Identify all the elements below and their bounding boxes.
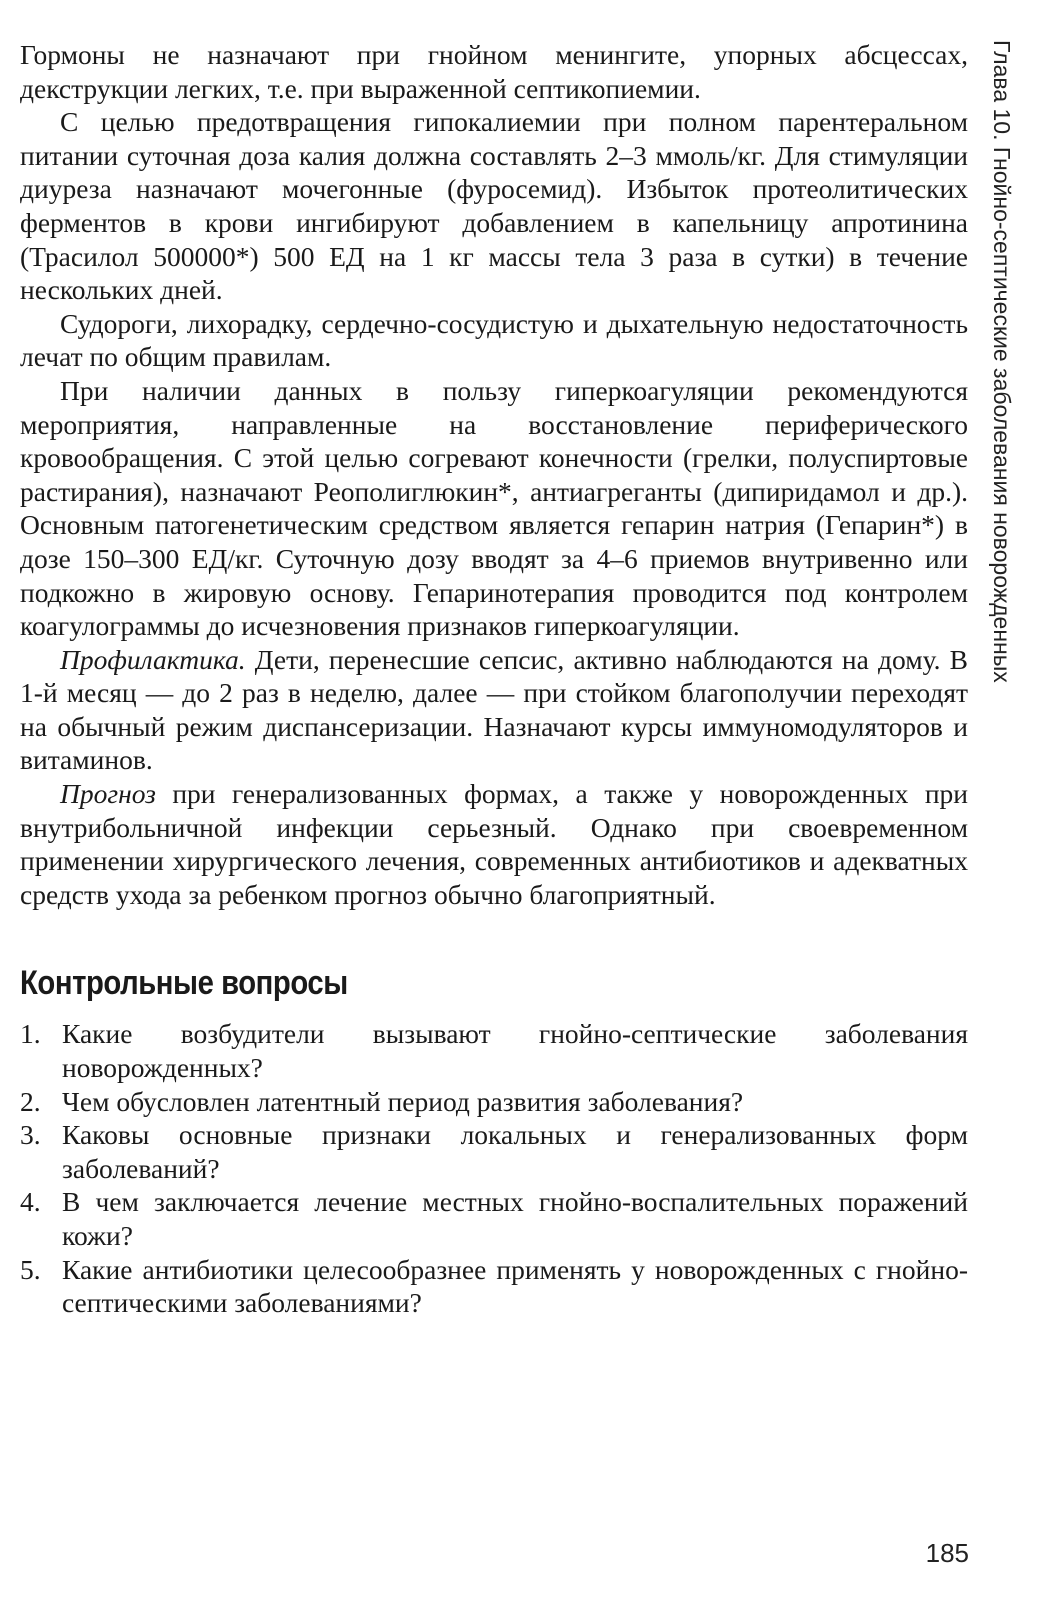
question-text: Какие возбудители вызывают гнойно-септические заболевания новорожденных? — [62, 1018, 968, 1084]
question-number: 5. — [20, 1253, 41, 1285]
paragraph-text: Гормоны не назначают при гнойном менингите, упорных абсцессах, декструкции легких, т.е. при выраженной септикопиемии. — [20, 39, 968, 104]
paragraph-prognosis — [20, 777, 968, 911]
question-item — [20, 1185, 968, 1252]
running-head-text: Глава 10. Гнойно-септические заболевания новорожденных — [989, 40, 1015, 683]
question-item — [20, 1253, 968, 1320]
question-item — [20, 1017, 968, 1084]
question-number: 4. — [20, 1186, 41, 1218]
question-text: Какие антибиотики целесообразнее применять у новорожденных с гнойно-септическими заболеваниями? — [62, 1253, 968, 1319]
question-text: Чем обусловлен латентный период развития заболевания? — [62, 1085, 744, 1117]
paragraph-lead: Прогноз — [60, 778, 156, 810]
paragraph-text: С целью предотвращения гипокалиемии при полном парентеральном питании суточная доза калия должна составлять 2–3 ммоль/кг. Для стимуляции диуреза назначают мочегонные (фуросемид). Избыток протеолитических ферментов в крови ингибируют добавлением в капельницу апротинина (Трасилол 500000*) 500 ЕД на 1 кг массы тела 3 раза в сутки) в течение нескольких дней. — [20, 106, 968, 306]
paragraph-text: при генерализованных формах, а также у новорожденных при внутрибольничной инфекции серьезный. Однако при своевременном применении хирургического лечения, современных антибиотиков и адекватных средств ухода за ребенком прогноз обычно благоприятный. — [20, 778, 968, 910]
question-text: Каковы основные признаки локальных и генерализованных форм заболеваний? — [62, 1119, 968, 1184]
question-item — [20, 1085, 968, 1119]
running-head — [982, 40, 1022, 780]
paragraph-prevention — [20, 643, 968, 777]
question-number: 1. — [20, 1018, 41, 1050]
question-number: 2. — [20, 1085, 41, 1117]
paragraph-text: Дети, перенесшие сепсис, активно наблюдаются на дому. В 1-й месяц — до 2 раз в неделю, далее — при стойком благополучии переходят на обычный режим диспансеризации. Назначают курсы иммуномодуляторов и витаминов. — [20, 643, 968, 776]
page-number: 185 — [925, 1538, 969, 1568]
paragraph-lead: Профилактика. — [60, 643, 246, 675]
questions-heading: Контрольные вопросы — [20, 964, 348, 1003]
paragraph-hypercoagulation — [20, 374, 968, 643]
paragraph-potassium — [20, 105, 968, 307]
question-text: В чем заключается лечение местных гнойно-воспалительных поражений кожи? — [62, 1186, 968, 1251]
questions-list — [20, 1017, 968, 1319]
main-text — [20, 38, 968, 1320]
paragraph-text: Судороги, лихорадку, сердечно-сосудистую и дыхательную недостаточность лечат по общим правилам. — [20, 307, 968, 373]
paragraph-hormones — [20, 38, 968, 105]
question-item — [20, 1118, 968, 1185]
page-body — [20, 38, 968, 1578]
paragraph-text: При наличии данных в пользу гиперкоагуляции рекомендуются мероприятия, направленные на восстановление периферического кровообращения. С этой целью согревают конечности (грелки, полуспиртовые растирания), назначают Реополиглюкин*, антиагреганты (дипиридамол и др.). Основным патогенетическим средством является гепарин натрия (Гепарин*) в дозе 150–300 ЕД/кг. Суточную дозу вводят за 4–6 приемов внутривенно или подкожно в жировую основу. Гепаринотерапия проводится под контролем коагулограммы до исчезновения признаков гиперкоагуляции. — [20, 374, 968, 642]
paragraph-seizures — [20, 307, 968, 374]
question-number: 3. — [20, 1119, 41, 1151]
